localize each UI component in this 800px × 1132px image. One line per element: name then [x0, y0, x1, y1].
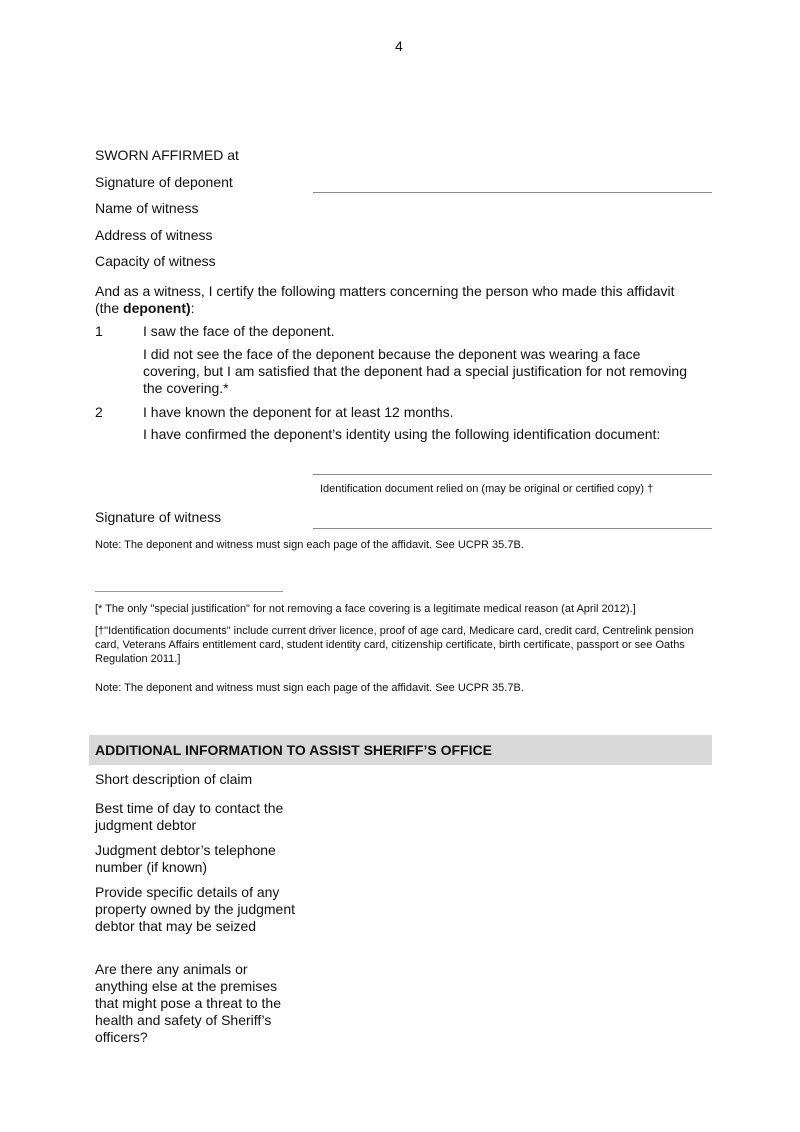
note-lower: Note: The deponent and witness must sign each page of the affidavit. See UCPR 35.7B. — [95, 682, 524, 694]
item-1-second: I did not see the face of the deponent because the deponent was wearing a face covering, but I am satisfied that the deponent had a special justification for not removing the covering.* — [143, 346, 687, 396]
question-short-description: Short description of claim — [95, 771, 253, 787]
item-1-number: 1 — [95, 323, 103, 339]
item-2-second: I have confirmed the deponent’s identity using the following identification document: — [143, 426, 661, 442]
certify-paragraph — [95, 283, 675, 317]
signature-deponent-line[interactable] — [313, 192, 712, 193]
certify-end: : — [190, 300, 195, 316]
page-number: 4 — [395, 38, 403, 54]
certify-text: And as a witness, I certify the following matters concerning the person who made this affidavit (the — [95, 283, 675, 316]
certify-bold: deponent) — [123, 300, 191, 316]
signature-witness-label: Signature of witness — [95, 509, 222, 525]
item-2-first: I have known the deponent for at least 12 months. — [143, 404, 454, 420]
id-document-caption: Identification document relied on (may be original or certified copy) † — [320, 483, 654, 495]
signature-witness-line[interactable] — [313, 528, 712, 529]
name-witness-label: Name of witness — [95, 200, 199, 216]
id-document-line[interactable] — [313, 474, 712, 475]
signature-deponent-label: Signature of deponent — [95, 174, 233, 190]
sheriff-heading-band — [89, 735, 712, 765]
footnote-star: [* The only "special justification" for not removing a face covering is a legitimate medical reason (at April 2012).] — [95, 603, 636, 615]
footnote-dagger: [†"Identification documents" include current driver licence, proof of age card, Medicare card, credit card, Centrelink pension card, Veterans Affairs entitlement card, student identity card, citizenship certificate, birth certificate, passport or see Oaths Regulation 2011.] — [95, 625, 694, 665]
footnote-separator — [95, 591, 283, 592]
question-property: Provide specific details of any property owned by the judgment debtor that may be seized — [95, 884, 296, 934]
sheriff-heading: ADDITIONAL INFORMATION TO ASSIST SHERIFF’S OFFICE — [95, 742, 492, 758]
question-telephone: Judgment debtor’s telephone number (if known) — [95, 842, 276, 875]
note-upper: Note: The deponent and witness must sign each page of the affidavit. See UCPR 35.7B. — [95, 539, 524, 551]
question-animals: Are there any animals or anything else at the premises that might pose a threat to the health and safety of Sheriff’s officers? — [95, 961, 282, 1045]
item-2-number: 2 — [95, 404, 103, 420]
address-witness-label: Address of witness — [95, 227, 213, 243]
sworn-affirmed-label: SWORN AFFIRMED at — [95, 147, 239, 163]
item-1-first: I saw the face of the deponent. — [143, 323, 335, 339]
question-best-time: Best time of day to contact the judgment debtor — [95, 800, 284, 833]
capacity-witness-label: Capacity of witness — [95, 253, 216, 269]
